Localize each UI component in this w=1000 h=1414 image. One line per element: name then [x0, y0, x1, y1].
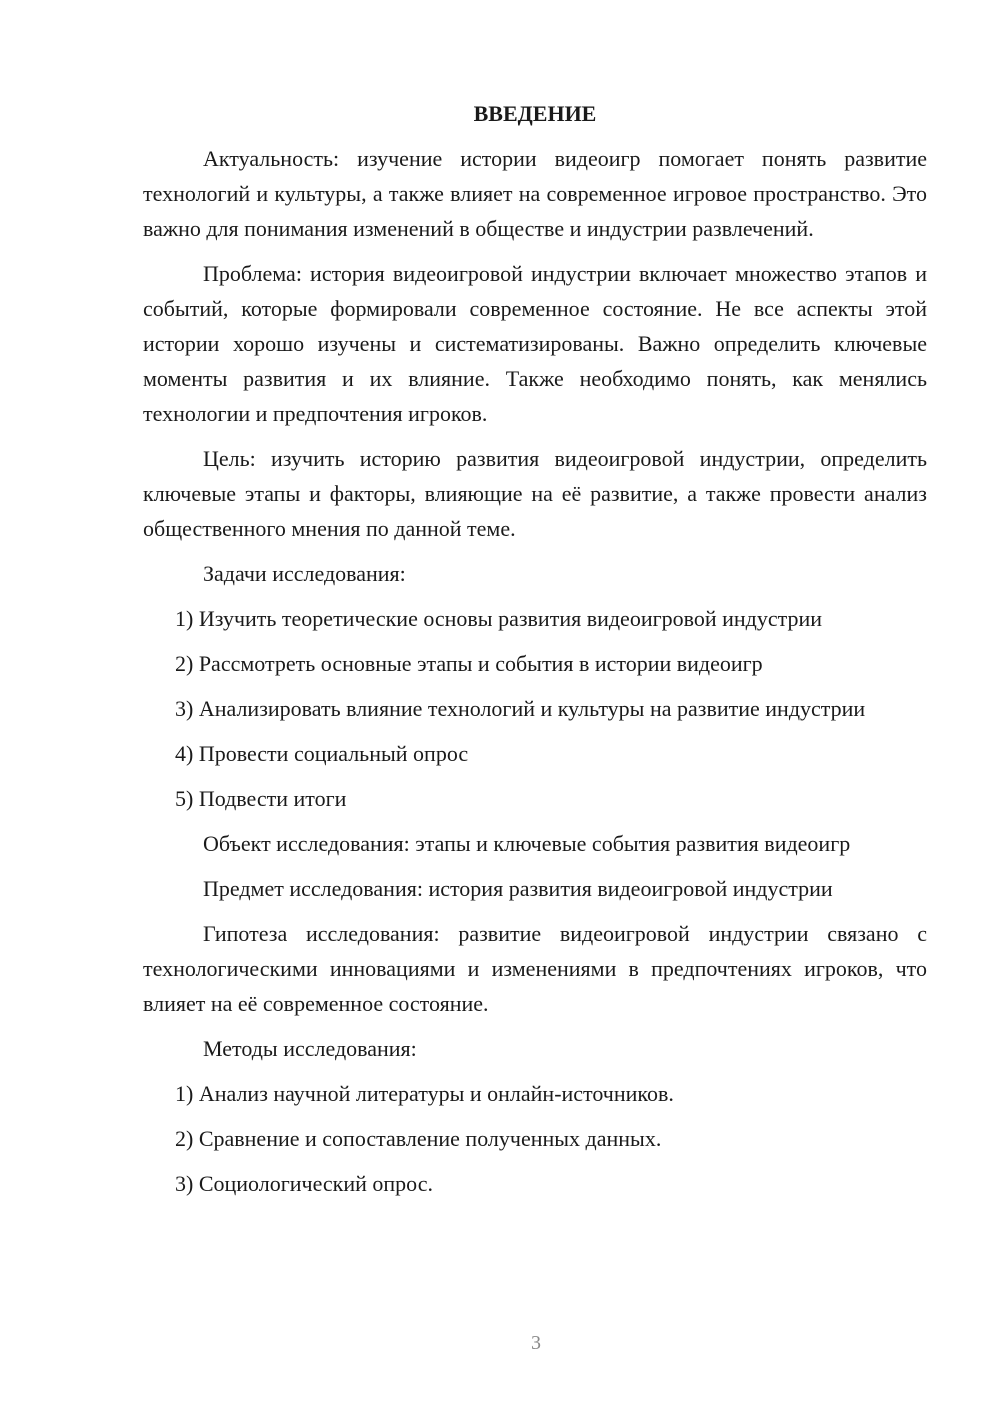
method-item: 3) Социологический опрос.	[175, 1171, 433, 1196]
task-item: 5) Подвести итоги	[175, 786, 347, 811]
task-item: 2) Рассмотреть основные этапы и события в истории видеоигр	[175, 651, 763, 676]
relevance-paragraph: Актуальность: изучение истории видеоигр помогает понять развитие технологий и культуры, а также влияет на современное игровое пространство. Это важно для понимания изменений в обществе и индустрии развлечений.	[143, 146, 927, 241]
hypothesis-paragraph: Гипотеза исследования: развитие видеоигровой индустрии связано с технологическими инновациями и изменениями в предпочтениях игроков, что влияет на её современное состояние.	[143, 921, 927, 1016]
method-item: 1) Анализ научной литературы и онлайн-источников.	[175, 1081, 674, 1106]
task-item: 4) Провести социальный опрос	[175, 741, 469, 766]
section-title: ВВЕДЕНИЕ	[473, 101, 597, 126]
methods-heading: Методы исследования:	[203, 1036, 417, 1061]
problem-paragraph: Проблема: история видеоигровой индустрии включает множество этапов и событий, которые формировали современное состояние. Не все аспекты этой истории хорошо изучены и систематизированы. Важно определить ключевые моменты развития и их влияние. Также необходимо понять, как менялись технологии и предпочтения игроков.	[143, 261, 927, 426]
goal-paragraph: Цель: изучить историю развития видеоигровой индустрии, определить ключевые этапы и факторы, влияющие на её развитие, а также провести анализ общественного мнения по данной теме.	[143, 446, 927, 541]
page-number: 3	[531, 1332, 541, 1354]
subject-paragraph: Предмет исследования: история развития видеоигровой индустрии	[203, 876, 833, 901]
tasks-heading: Задачи исследования:	[203, 561, 406, 586]
object-paragraph: Объект исследования: этапы и ключевые события развития видеоигр	[203, 831, 851, 856]
method-item: 2) Сравнение и сопоставление полученных данных.	[175, 1126, 662, 1151]
task-item: 1) Изучить теоретические основы развития видеоигровой индустрии	[175, 606, 823, 631]
page-content	[143, 96, 927, 1211]
task-item: 3) Анализировать влияние технологий и культуры на развитие индустрии	[175, 696, 866, 721]
